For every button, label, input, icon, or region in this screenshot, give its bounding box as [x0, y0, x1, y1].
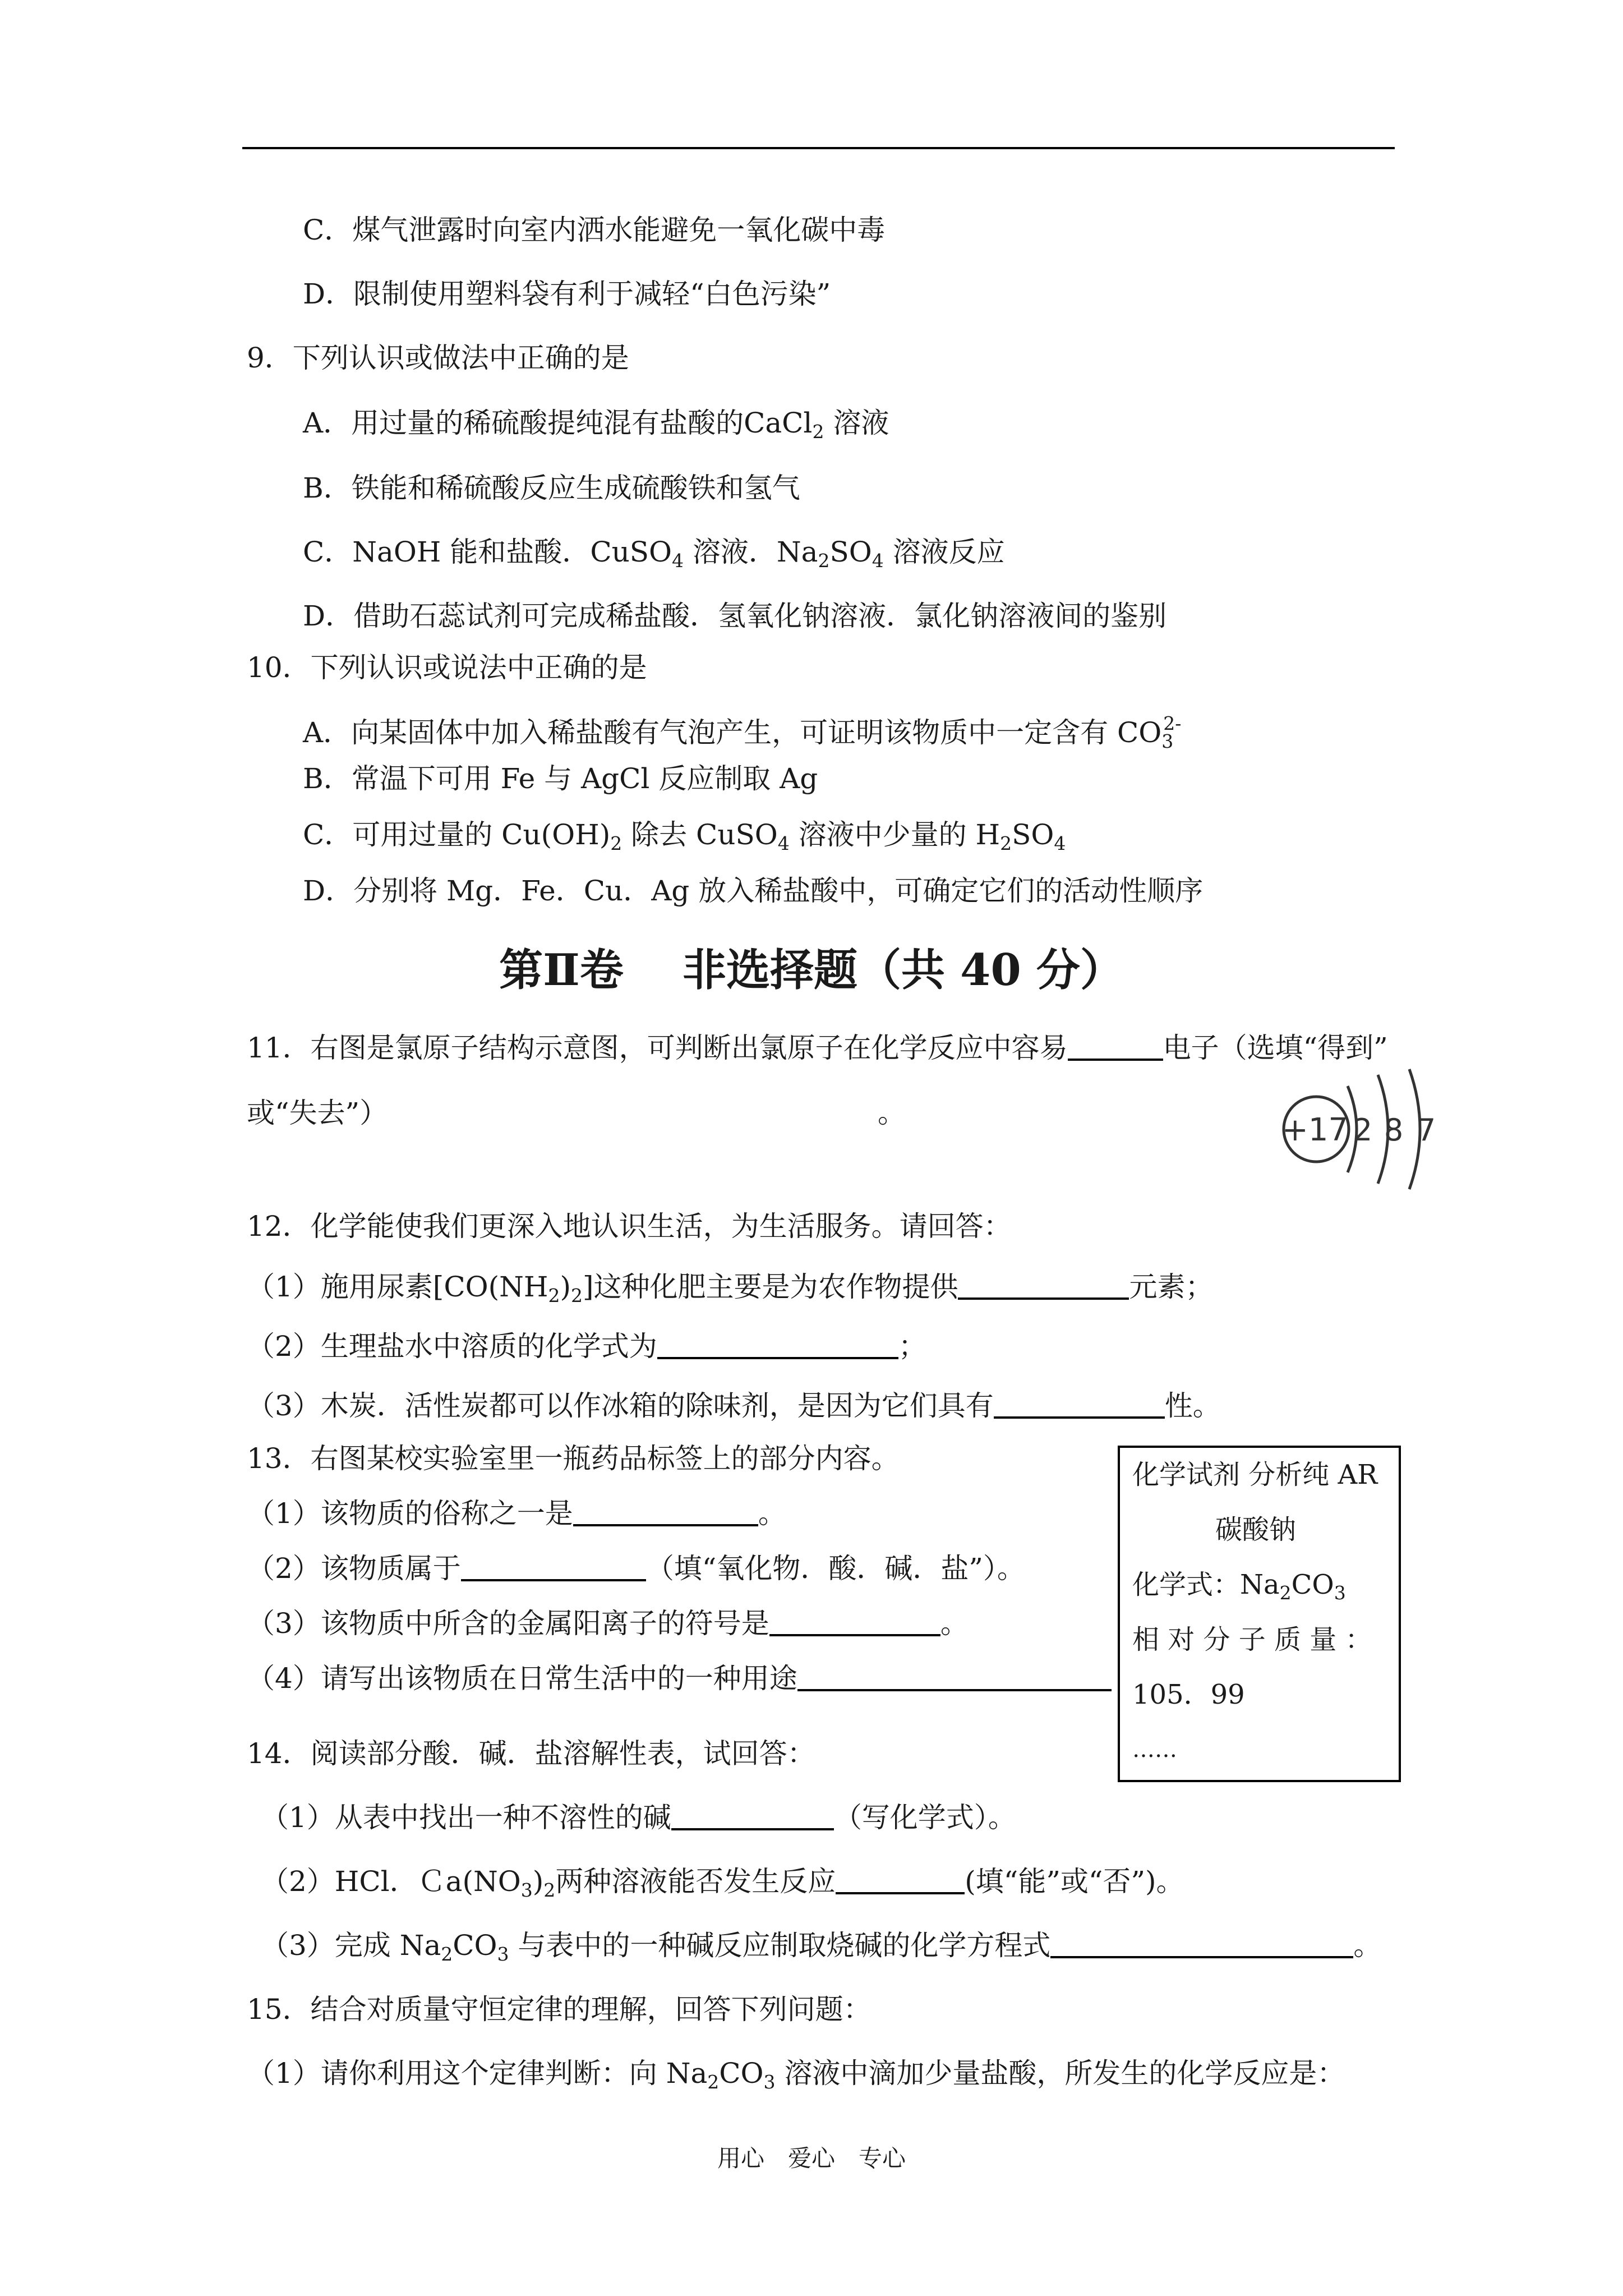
- answer-blank[interactable]: [769, 1609, 940, 1636]
- q12-p3-a: （3）木炭．活性炭都可以作冰箱的除味剂，是因为它们具有: [247, 1389, 994, 1422]
- q11-text-a: 11．右图是氯原子结构示意图，可判断出氯原子在化学反应中容易: [247, 1032, 1068, 1064]
- q14-part3: （3）完成 $Na_2CO_3$ 与表中的一种碱反应制取烧碱的化学方程式 。: [261, 1929, 1382, 1965]
- answer-blank[interactable]: [671, 1803, 834, 1830]
- shell-count-2: 8: [1384, 1112, 1404, 1148]
- header-rule: [242, 147, 1395, 149]
- q9-a-tail: 溶液: [833, 407, 889, 439]
- q10-stem: 10．下列认识或说法中正确的是: [247, 651, 647, 684]
- label-line-4: 相 对 分 子 质 量 ：: [1132, 1624, 1372, 1655]
- q12-p1-d: 元素；: [1129, 1271, 1214, 1303]
- q13-part1: [247, 1496, 786, 1531]
- answer-blank[interactable]: [836, 1867, 965, 1894]
- answer-blank[interactable]: [994, 1392, 1165, 1419]
- q9-a-text: A．用过量的稀硫酸提纯混有盐酸的: [303, 407, 744, 439]
- q10-option-d: D．分别将 Mg．Fe．Cu．Ag 放入稀盐酸中，可确定它们的活动性顺序: [303, 875, 1204, 907]
- q12-p2-b: ；: [898, 1330, 926, 1363]
- q13-p2-b: （填“氧化物．酸．碱．盐”）。: [645, 1552, 1025, 1585]
- q13-p4-a: （4）请写出该物质在日常生活中的一种用途: [247, 1662, 797, 1695]
- option-c-top: [303, 212, 885, 248]
- q11-line1: [247, 1030, 1388, 1066]
- answer-blank[interactable]: [1068, 1034, 1163, 1061]
- q12-p1-c: ]这种化肥主要是为农作物提供: [582, 1271, 958, 1303]
- q9-option-c: C．NaOH 能和盐酸．CuSO$_4$ 溶液．$Na_2SO_4$ 溶液反应: [303, 536, 1005, 572]
- q14-part1: [261, 1800, 1016, 1835]
- q10-c-part2: 除去: [631, 818, 688, 851]
- option-letter: D．: [303, 278, 354, 310]
- answer-blank[interactable]: [1050, 1931, 1353, 1958]
- q9-c-part1: C．NaOH 能和盐酸．: [303, 536, 591, 568]
- q14-p1-a: （1）从表中找出一种不溶性的碱: [261, 1801, 671, 1834]
- option-letter: C．: [303, 214, 353, 246]
- q11-line2: 或“失去”）: [247, 1097, 388, 1129]
- q11-line2-end: 。: [878, 1097, 906, 1129]
- answer-blank[interactable]: [657, 1332, 898, 1359]
- option-text: 煤气泄露时向室内洒水能避免一氧化碳中毒: [352, 214, 886, 246]
- q15-p1-b: 溶液中滴加少量盐酸，所发生的化学反应是：: [784, 2057, 1345, 2090]
- label-line-6: ……: [1132, 1737, 1177, 1763]
- q10-option-a: A．向某固体中加入稀盐酸有气泡产生，可证明该物质中一定含有 $CO_3^{2-}$: [303, 712, 1182, 752]
- q13-stem: 13．右图某校实验室里一瓶药品标签上的部分内容。: [247, 1442, 900, 1475]
- label-line-1: 化学试剂 分析纯 AR: [1132, 1459, 1378, 1490]
- q12-p2-a: （2）生理盐水中溶质的化学式为: [247, 1330, 657, 1363]
- q9-option-a: A．用过量的稀硫酸提纯混有盐酸的CaCl$_2$ 溶液: [303, 407, 889, 443]
- q9-stem: 9．下列认识或做法中正确的是: [247, 342, 629, 374]
- answer-blank[interactable]: [461, 1554, 646, 1581]
- q13-part3: [247, 1605, 969, 1641]
- q9-c-part3: 溶液反应: [892, 536, 1005, 568]
- option-text: 限制使用塑料袋有利于减轻“白色污染”: [353, 278, 831, 310]
- q13-part4: [247, 1660, 1112, 1696]
- answer-blank[interactable]: [958, 1273, 1129, 1300]
- q12-stem: 12．化学能使我们更深入地认识生活，为生活服务。请回答：: [247, 1210, 1012, 1243]
- q13-p2-a: （2）该物质属于: [247, 1552, 461, 1585]
- option-d-top: [303, 276, 831, 312]
- q13-part2: [247, 1550, 1025, 1586]
- q14-p2-b: ): [532, 1865, 544, 1898]
- q15-stem: 15．结合对质量守恒定律的理解，回答下列问题：: [247, 1993, 872, 2026]
- q14-stem: 14．阅读部分酸．碱．盐溶解性表，试回答：: [247, 1737, 815, 1770]
- q10-c-part3: 溶液中少量的: [798, 818, 967, 851]
- label-line-3: 化学式：$Na_2CO_3$: [1132, 1569, 1346, 1604]
- q15-part1: （1）请你利用这个定律判断：向 $Na_2CO_3$ 溶液中滴加少量盐酸，所发生的化学反应是：: [247, 2057, 1345, 2093]
- shell-count-3: 7: [1416, 1112, 1436, 1148]
- section-title: 第Ⅱ卷 非选择题（共 40 分）: [499, 945, 1124, 996]
- q12-p3-b: 性。: [1164, 1389, 1221, 1422]
- q12-part1: （1）施用尿素$[CO(NH_2)_2]$这种化肥主要是为农作物提供 元素；: [247, 1271, 1214, 1306]
- q14-p2-a: （2）HCl．Ｃa(NO: [261, 1865, 521, 1898]
- q13-p1-b: 。: [758, 1497, 786, 1530]
- label-line-5: 105．99: [1132, 1679, 1245, 1710]
- q12-part3: [247, 1388, 1221, 1424]
- q14-p2-d: (填“能”或“否”)。: [965, 1865, 1184, 1898]
- q13-p1-a: （1）该物质的俗称之一是: [247, 1497, 573, 1530]
- q10-option-c: C．可用过量的 $Cu(OH)_2$ 除去 CuSO$_4$ 溶液中少量的 $H_2SO_4$: [303, 818, 1066, 854]
- q14-p2-c: 两种溶液能否发生反应: [555, 1865, 836, 1898]
- shell-count-1: 2: [1353, 1112, 1373, 1148]
- q13-p3-b: 。: [940, 1607, 969, 1640]
- q10-a-text: A．向某固体中加入稀盐酸有气泡产生，可证明该物质中一定含有: [303, 716, 1109, 749]
- q14-p1-b: （写化学式）。: [833, 1801, 1016, 1834]
- q12-p1-a: （1）施用尿素[CO(NH: [247, 1271, 548, 1303]
- q9-option-d: D．借助石蕊试剂可完成稀盐酸．氢氧化钠溶液．氯化钠溶液间的鉴别: [303, 600, 1167, 632]
- chlorine-atom-diagram: [1281, 1065, 1450, 1194]
- label-formula-prefix: 化学式：: [1132, 1569, 1241, 1600]
- answer-blank[interactable]: [573, 1499, 758, 1526]
- q9-c-part2: 溶液．: [692, 536, 777, 568]
- reagent-label: [1118, 1446, 1401, 1782]
- q15-p1-a: （1）请你利用这个定律判断：向: [247, 2057, 657, 2090]
- q12-part2: [247, 1328, 926, 1364]
- q13-p3-a: （3）该物质中所含的金属阳离子的符号是: [247, 1607, 769, 1640]
- nucleus-charge: +17: [1281, 1112, 1349, 1148]
- q10-option-b: B．常温下可用 Fe 与 AgCl 反应制取 Ag: [303, 762, 818, 795]
- q10-c-part1: C．可用过量的: [303, 818, 493, 851]
- q12-p1-b: ): [560, 1271, 571, 1303]
- answer-blank[interactable]: [797, 1664, 1112, 1691]
- q11-text-b: 电子（选填“得到”: [1163, 1032, 1388, 1064]
- q14-p3-a: （3）完成: [261, 1929, 391, 1962]
- label-line-2: 碳酸钠: [1215, 1514, 1297, 1545]
- q14-p3-c: 。: [1353, 1929, 1382, 1962]
- page-footer: 用心 爱心 专心: [717, 2145, 906, 2172]
- q14-part2: （2）HCl．$Ca(NO_3)_2$两种溶液能否发生反应 (填“能”或“否”)。: [261, 1865, 1184, 1901]
- q14-p3-b: 与表中的一种碱反应制取烧碱的化学方程式: [518, 1929, 1051, 1962]
- q9-option-b: B．铁能和稀硫酸反应生成硫酸铁和氢气: [303, 472, 800, 504]
